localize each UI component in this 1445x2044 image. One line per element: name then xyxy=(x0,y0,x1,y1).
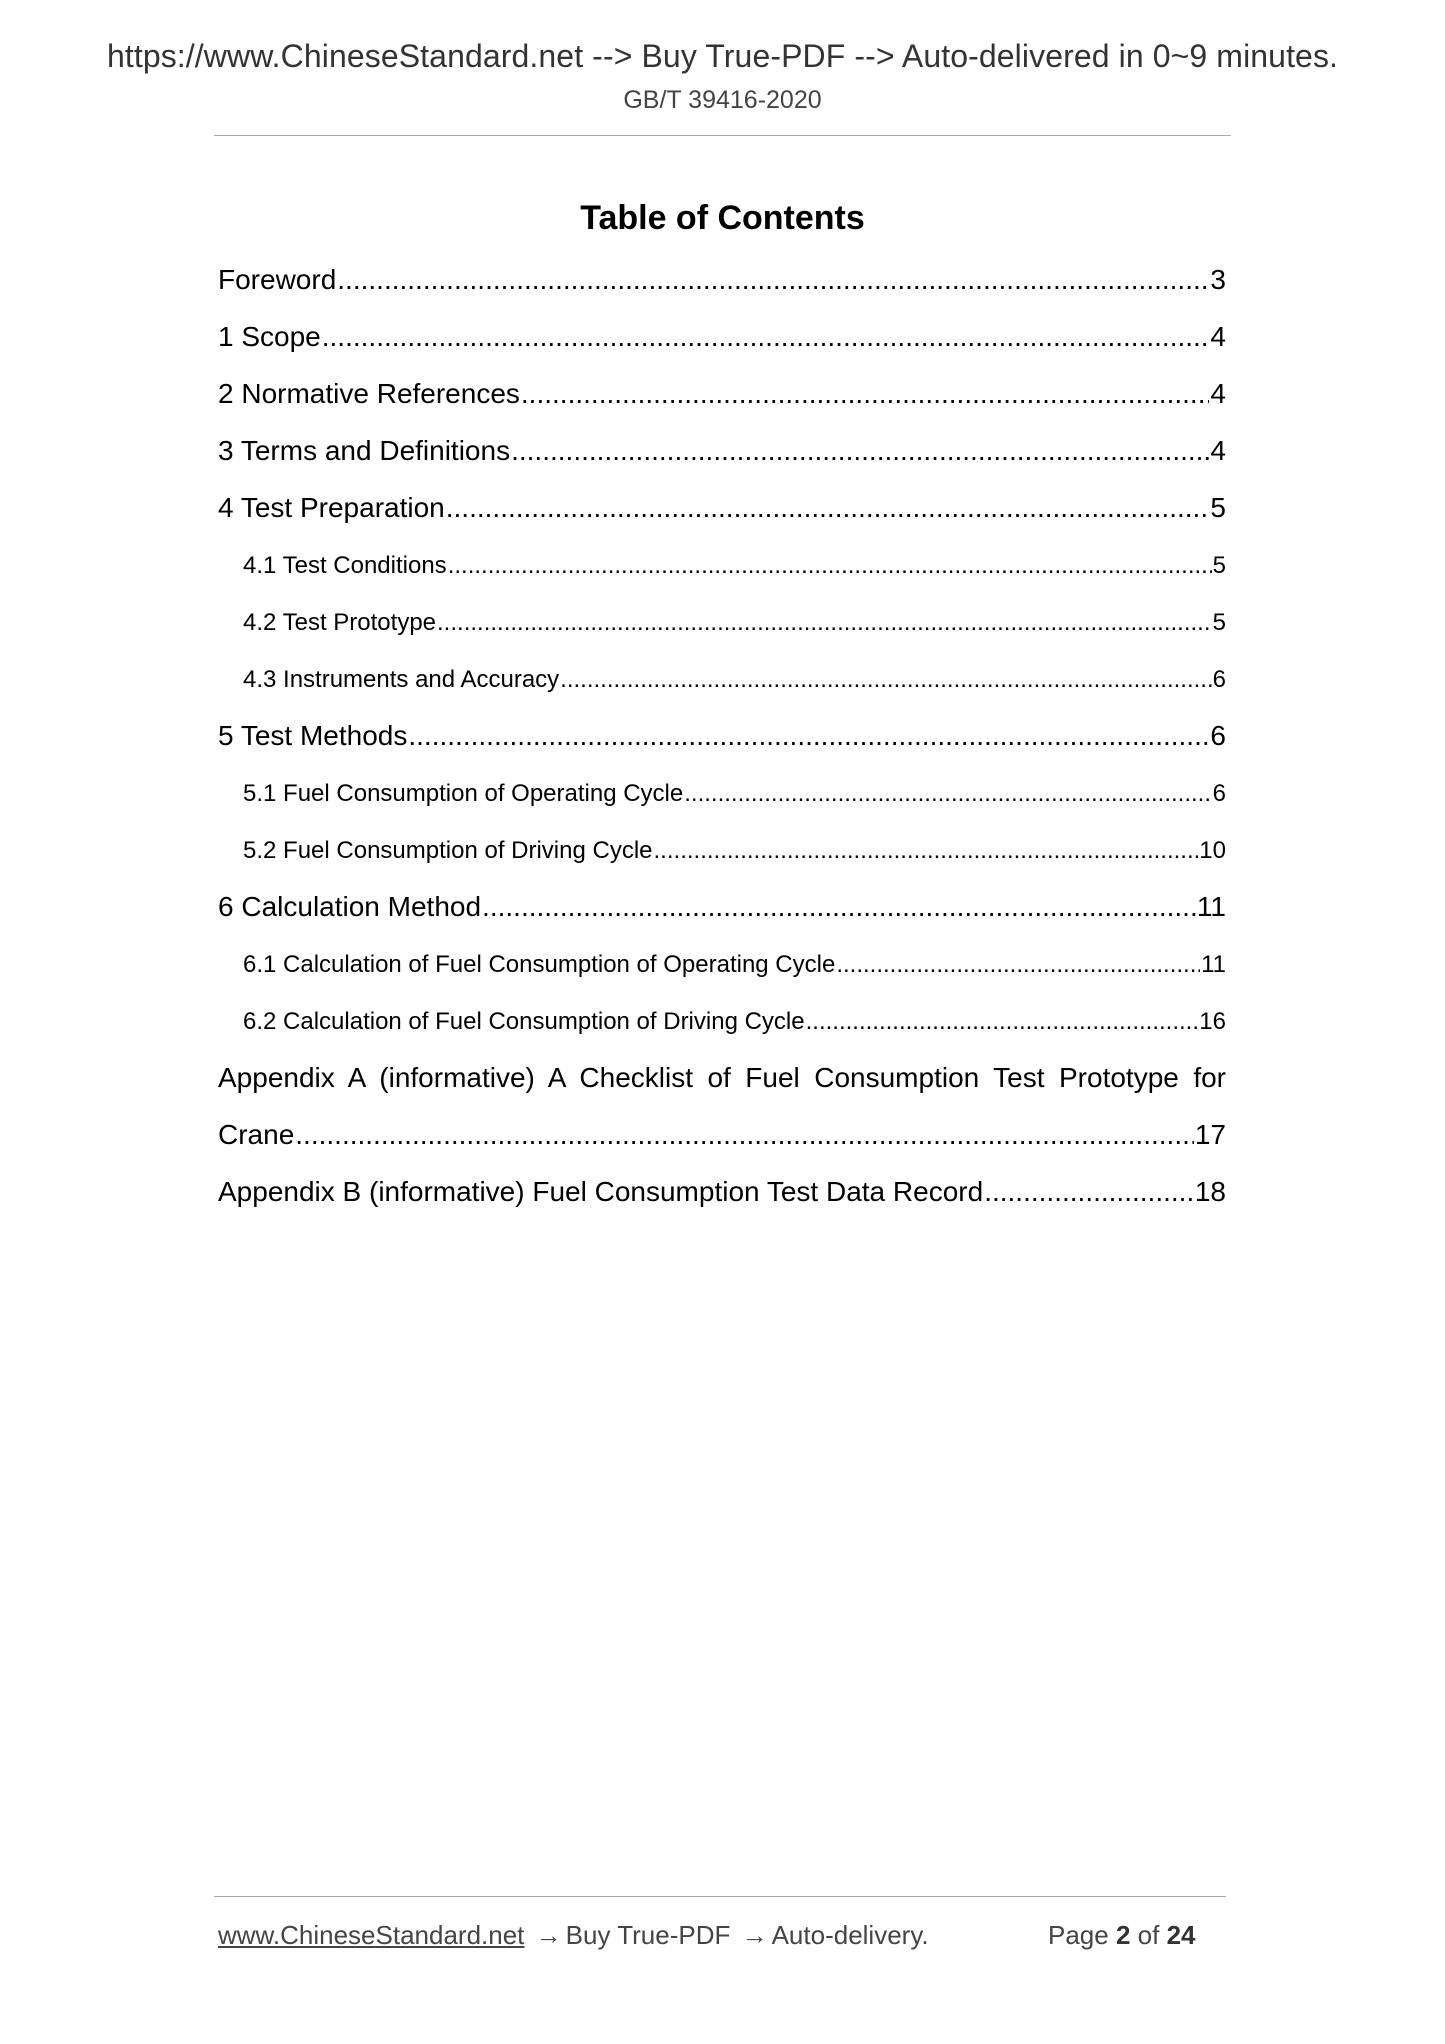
toc-entry-page: 5 xyxy=(1212,552,1226,579)
page-number xyxy=(1048,1920,1196,1951)
header-divider xyxy=(214,135,1231,136)
toc-entry-page: 17 xyxy=(1194,1119,1226,1150)
toc-entry-page: 4 xyxy=(1210,435,1226,466)
toc-entry-appendix-a-line1[interactable]: Appendix A (informative) A Checklist of Fuel Consumption Test Prototype for xyxy=(218,1062,1226,1093)
toc-leader-dots xyxy=(521,378,1210,410)
toc-entry-label: 5 Test Methods xyxy=(218,720,408,751)
toc-leader-dots xyxy=(337,264,1209,296)
toc-entry-page: 11 xyxy=(1196,891,1226,922)
footer-buy-text: Buy True-PDF xyxy=(565,1920,731,1950)
standard-code: GB/T 39416-2020 xyxy=(623,86,822,114)
toc-entry-label: 4 Test Preparation xyxy=(218,492,445,523)
page-footer xyxy=(218,1920,1226,1951)
toc-entry-label: 2 Normative References xyxy=(218,378,520,409)
footer-delivery-text: Auto-delivery. xyxy=(771,1920,929,1950)
toc-entry-terms-definitions[interactable] xyxy=(218,435,1226,467)
header-url-line: https://www.ChineseStandard.net --> Buy True-PDF --> Auto-delivered in 0~9 minutes. xyxy=(106,38,1339,74)
toc-leader-dots xyxy=(836,951,1200,979)
toc-entry-page: 4 xyxy=(1210,321,1226,352)
toc-entry-calc-operating-cycle[interactable] xyxy=(218,951,1226,979)
toc-title: Table of Contents xyxy=(580,199,865,237)
toc-entry-label: 1 Scope xyxy=(218,321,321,352)
toc-entry-test-methods[interactable] xyxy=(218,720,1226,752)
toc-entry-appendix-a[interactable] xyxy=(218,1119,1226,1151)
toc-leader-dots xyxy=(684,780,1211,808)
toc-entry-label: 6 Calculation Method xyxy=(218,891,482,922)
toc-entry-instruments-accuracy[interactable] xyxy=(218,666,1226,694)
page-total: 24 xyxy=(1166,1920,1196,1950)
toc-leader-dots xyxy=(482,891,1196,923)
toc-leader-dots xyxy=(560,666,1211,694)
toc-leader-dots xyxy=(448,552,1212,580)
of-word: of xyxy=(1137,1920,1160,1950)
toc-entry-label: 6.2 Calculation of Fuel Consumption of Driving Cycle xyxy=(243,1008,805,1035)
toc-entry-calculation-method[interactable] xyxy=(218,891,1226,923)
toc-leader-dots xyxy=(408,720,1209,752)
toc-entry-foreword[interactable] xyxy=(218,264,1226,296)
arrow-right-icon: → xyxy=(741,1920,768,1950)
toc-entry-label: 3 Terms and Definitions xyxy=(218,435,511,466)
toc-leader-dots xyxy=(446,492,1210,524)
toc-entry-page: 18 xyxy=(1194,1176,1226,1207)
footer-site-link[interactable]: www.ChineseStandard.net xyxy=(218,1920,525,1950)
toc-entry-calc-driving-cycle[interactable] xyxy=(218,1008,1226,1036)
toc-entry-label: 6.1 Calculation of Fuel Consumption of Operating Cycle xyxy=(243,951,836,978)
toc-entry-fuel-operating-cycle[interactable] xyxy=(218,780,1226,808)
toc-entry-label: 4.2 Test Prototype xyxy=(243,609,437,636)
toc-leader-dots xyxy=(322,321,1210,353)
toc-entry-page: 6 xyxy=(1212,666,1226,693)
toc-entry-page: 6 xyxy=(1212,780,1226,807)
arrow-right-icon: → xyxy=(535,1920,562,1950)
page-current: 2 xyxy=(1115,1920,1131,1950)
toc-entry-label: 5.1 Fuel Consumption of Operating Cycle xyxy=(243,780,684,807)
toc-entry-test-preparation[interactable] xyxy=(218,492,1226,524)
toc-entry-appendix-b[interactable] xyxy=(218,1176,1226,1208)
toc-entry-page: 3 xyxy=(1210,264,1226,295)
toc-entry-page: 5 xyxy=(1212,609,1226,636)
toc-entry-page: 4 xyxy=(1210,378,1226,409)
toc-entry-label: Foreword xyxy=(218,264,337,295)
toc-leader-dots xyxy=(654,837,1199,865)
toc-entry-page: 11 xyxy=(1201,951,1226,978)
toc-entry-page: 6 xyxy=(1210,720,1226,751)
page-word: Page xyxy=(1048,1920,1109,1950)
toc-entry-fuel-driving-cycle[interactable] xyxy=(218,837,1226,865)
toc-leader-dots xyxy=(511,435,1209,467)
toc-entry-normative-references[interactable] xyxy=(218,378,1226,410)
toc-entry-page: 10 xyxy=(1199,837,1226,864)
toc-leader-dots xyxy=(295,1119,1194,1151)
toc-leader-dots xyxy=(437,609,1212,637)
toc-entry-label: 4.1 Test Conditions xyxy=(243,552,447,579)
toc-leader-dots xyxy=(984,1176,1194,1208)
toc-entry-scope[interactable] xyxy=(218,321,1226,353)
toc-entry-page: 16 xyxy=(1199,1008,1226,1035)
toc-entry-label: Crane xyxy=(218,1119,295,1150)
toc-entry-test-conditions[interactable] xyxy=(218,552,1226,580)
footer-divider xyxy=(214,1896,1226,1897)
toc-entry-label: Appendix B (informative) Fuel Consumption Test Data Record xyxy=(218,1176,984,1207)
toc-entry-test-prototype[interactable] xyxy=(218,609,1226,637)
toc-entry-label: 4.3 Instruments and Accuracy xyxy=(243,666,560,693)
toc-leader-dots xyxy=(806,1008,1199,1036)
toc-entry-page: 5 xyxy=(1210,492,1226,523)
toc-entry-label: 5.2 Fuel Consumption of Driving Cycle xyxy=(243,837,653,864)
